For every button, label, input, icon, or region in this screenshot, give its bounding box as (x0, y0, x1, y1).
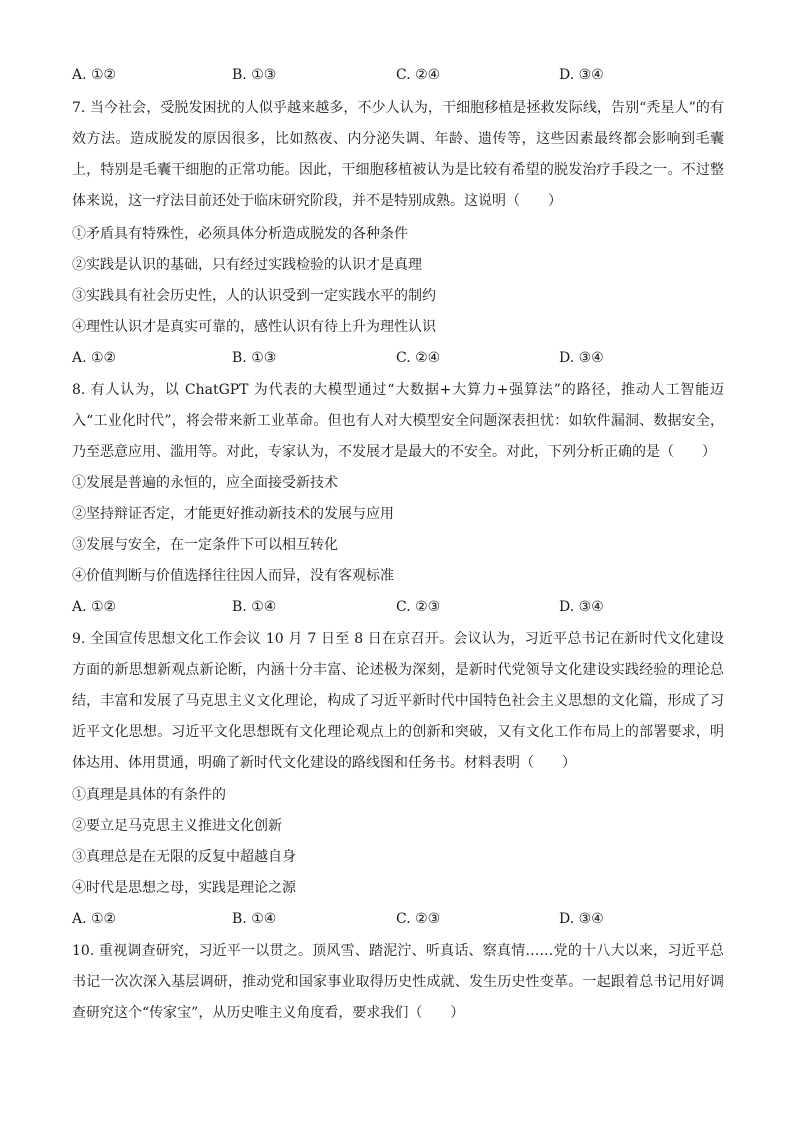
option-b[interactable]: B. ①③ (232, 350, 277, 366)
q8-item-2: ②坚持辩证否定，才能更好推动新技术的发展与应用 (72, 506, 394, 522)
option-d[interactable]: D. ③④ (559, 350, 604, 366)
option-c[interactable]: C. ②③ (396, 599, 441, 615)
option-b[interactable]: B. ①④ (232, 911, 277, 927)
option-c[interactable]: C. ②③ (396, 911, 441, 927)
q8-item-1: ①发展是普遍的永恒的，应全面接受新技术 (72, 475, 338, 491)
q7-item-1: ①矛盾具有特殊性，必须具体分析造成脱发的各种条件 (72, 226, 408, 242)
q8-item-3: ③发展与安全，在一定条件下可以相互转化 (72, 537, 338, 553)
q9-stem: 9. 全国宣传思想文化工作会议 10 月 7 日至 8 日在京召开。会议认为，习近平总书记在新时代文化建设方面的新思想新观点新论断，内涵十分丰富、论述极为深刻，是新时代党领导文化建设实践经验的理论总结，丰富和发展了马克思主义文化理论，构成了习近平新时代中国特色社会主义思想的文化篇，形成了习近平文化思想。习近平文化思想既有文化理论观点上的创新和突破，又有文化工作布局上的部署要求，明体达用、体用贯通，明确了新时代文化建设的路线图和任务书。材料表明（ ） (72, 631, 724, 771)
q7-item-2: ②实践是认识的基础，只有经过实践检验的认识才是真理 (72, 257, 422, 273)
option-c[interactable]: C. ②④ (396, 350, 441, 366)
q8-stem: 8. 有人认为，以 ChatGPT 为代表的大模型通过“大数据+大算力+强算法”的路径，推动人工智能迈入“工业化时代”，将会带来新工业革命。但也有人对大模型安全问题深表担忧：如软件漏洞、数据安全，乃至恶意应用、滥用等。对此，专家认为，不发展才是最大的不安全。对此，下列分析正确的是（ ） (72, 382, 724, 460)
q7-item-4: ④理性认识才是真实可靠的，感性认识有待上升为理性认识 (72, 319, 436, 335)
q9-item-3: ③真理总是在无限的反复中超越自身 (72, 849, 296, 865)
q10-stem: 10. 重视调查研究，习近平一以贯之。顶风雪、踏泥泞、听真话、察真情……党的十八大以来，习近平总书记一次次深入基层调研，推动党和国家事业取得历史性成就、发生历史性变革。一起跟着总书记用好调查研究这个“传家宝”，从历史唯主义角度看，要求我们（ ） (72, 943, 724, 1021)
q9-options (72, 909, 724, 929)
q6-options (72, 65, 724, 85)
option-b[interactable]: B. ①③ (232, 67, 277, 83)
q7-item-3: ③实践具有社会历史性，人的认识受到一定实践水平的制约 (72, 288, 436, 304)
option-b[interactable]: B. ①④ (232, 599, 277, 615)
option-a[interactable]: A. ①② (72, 350, 117, 366)
q8-item-4: ④价值判断与价值选择往往因人而异，没有客观标准 (72, 568, 394, 584)
q8-options (72, 597, 724, 617)
q7-options (72, 348, 724, 368)
q7-stem: 7. 当今社会，受脱发困扰的人似乎越来越多，不少人认为，干细胞移植是拯救发际线，告别“秃星人”的有效方法。造成脱发的原因很多，比如熬夜、内分泌失调、年龄、遗传等，这些因素最终都会影响到毛囊上，特别是毛囊干细胞的正常功能。因此，干细胞移植被认为是比较有希望的脱发治疗手段之一。不过整体来说，这一疗法目前还处于临床研究阶段，并不是特别成熟。这说明（ ） (72, 100, 724, 209)
option-a[interactable]: A. ①② (72, 67, 117, 83)
option-a[interactable]: A. ①② (72, 599, 117, 615)
option-d[interactable]: D. ③④ (559, 67, 604, 83)
q9-item-4: ④时代是思想之母，实践是理论之源 (72, 880, 296, 896)
option-c[interactable]: C. ②④ (396, 67, 441, 83)
option-a[interactable]: A. ①② (72, 911, 117, 927)
q9-item-1: ①真理是具体的有条件的 (72, 787, 226, 803)
option-d[interactable]: D. ③④ (559, 911, 604, 927)
option-d[interactable]: D. ③④ (559, 599, 604, 615)
q9-item-2: ②要立足马克思主义推进文化创新 (72, 818, 282, 834)
